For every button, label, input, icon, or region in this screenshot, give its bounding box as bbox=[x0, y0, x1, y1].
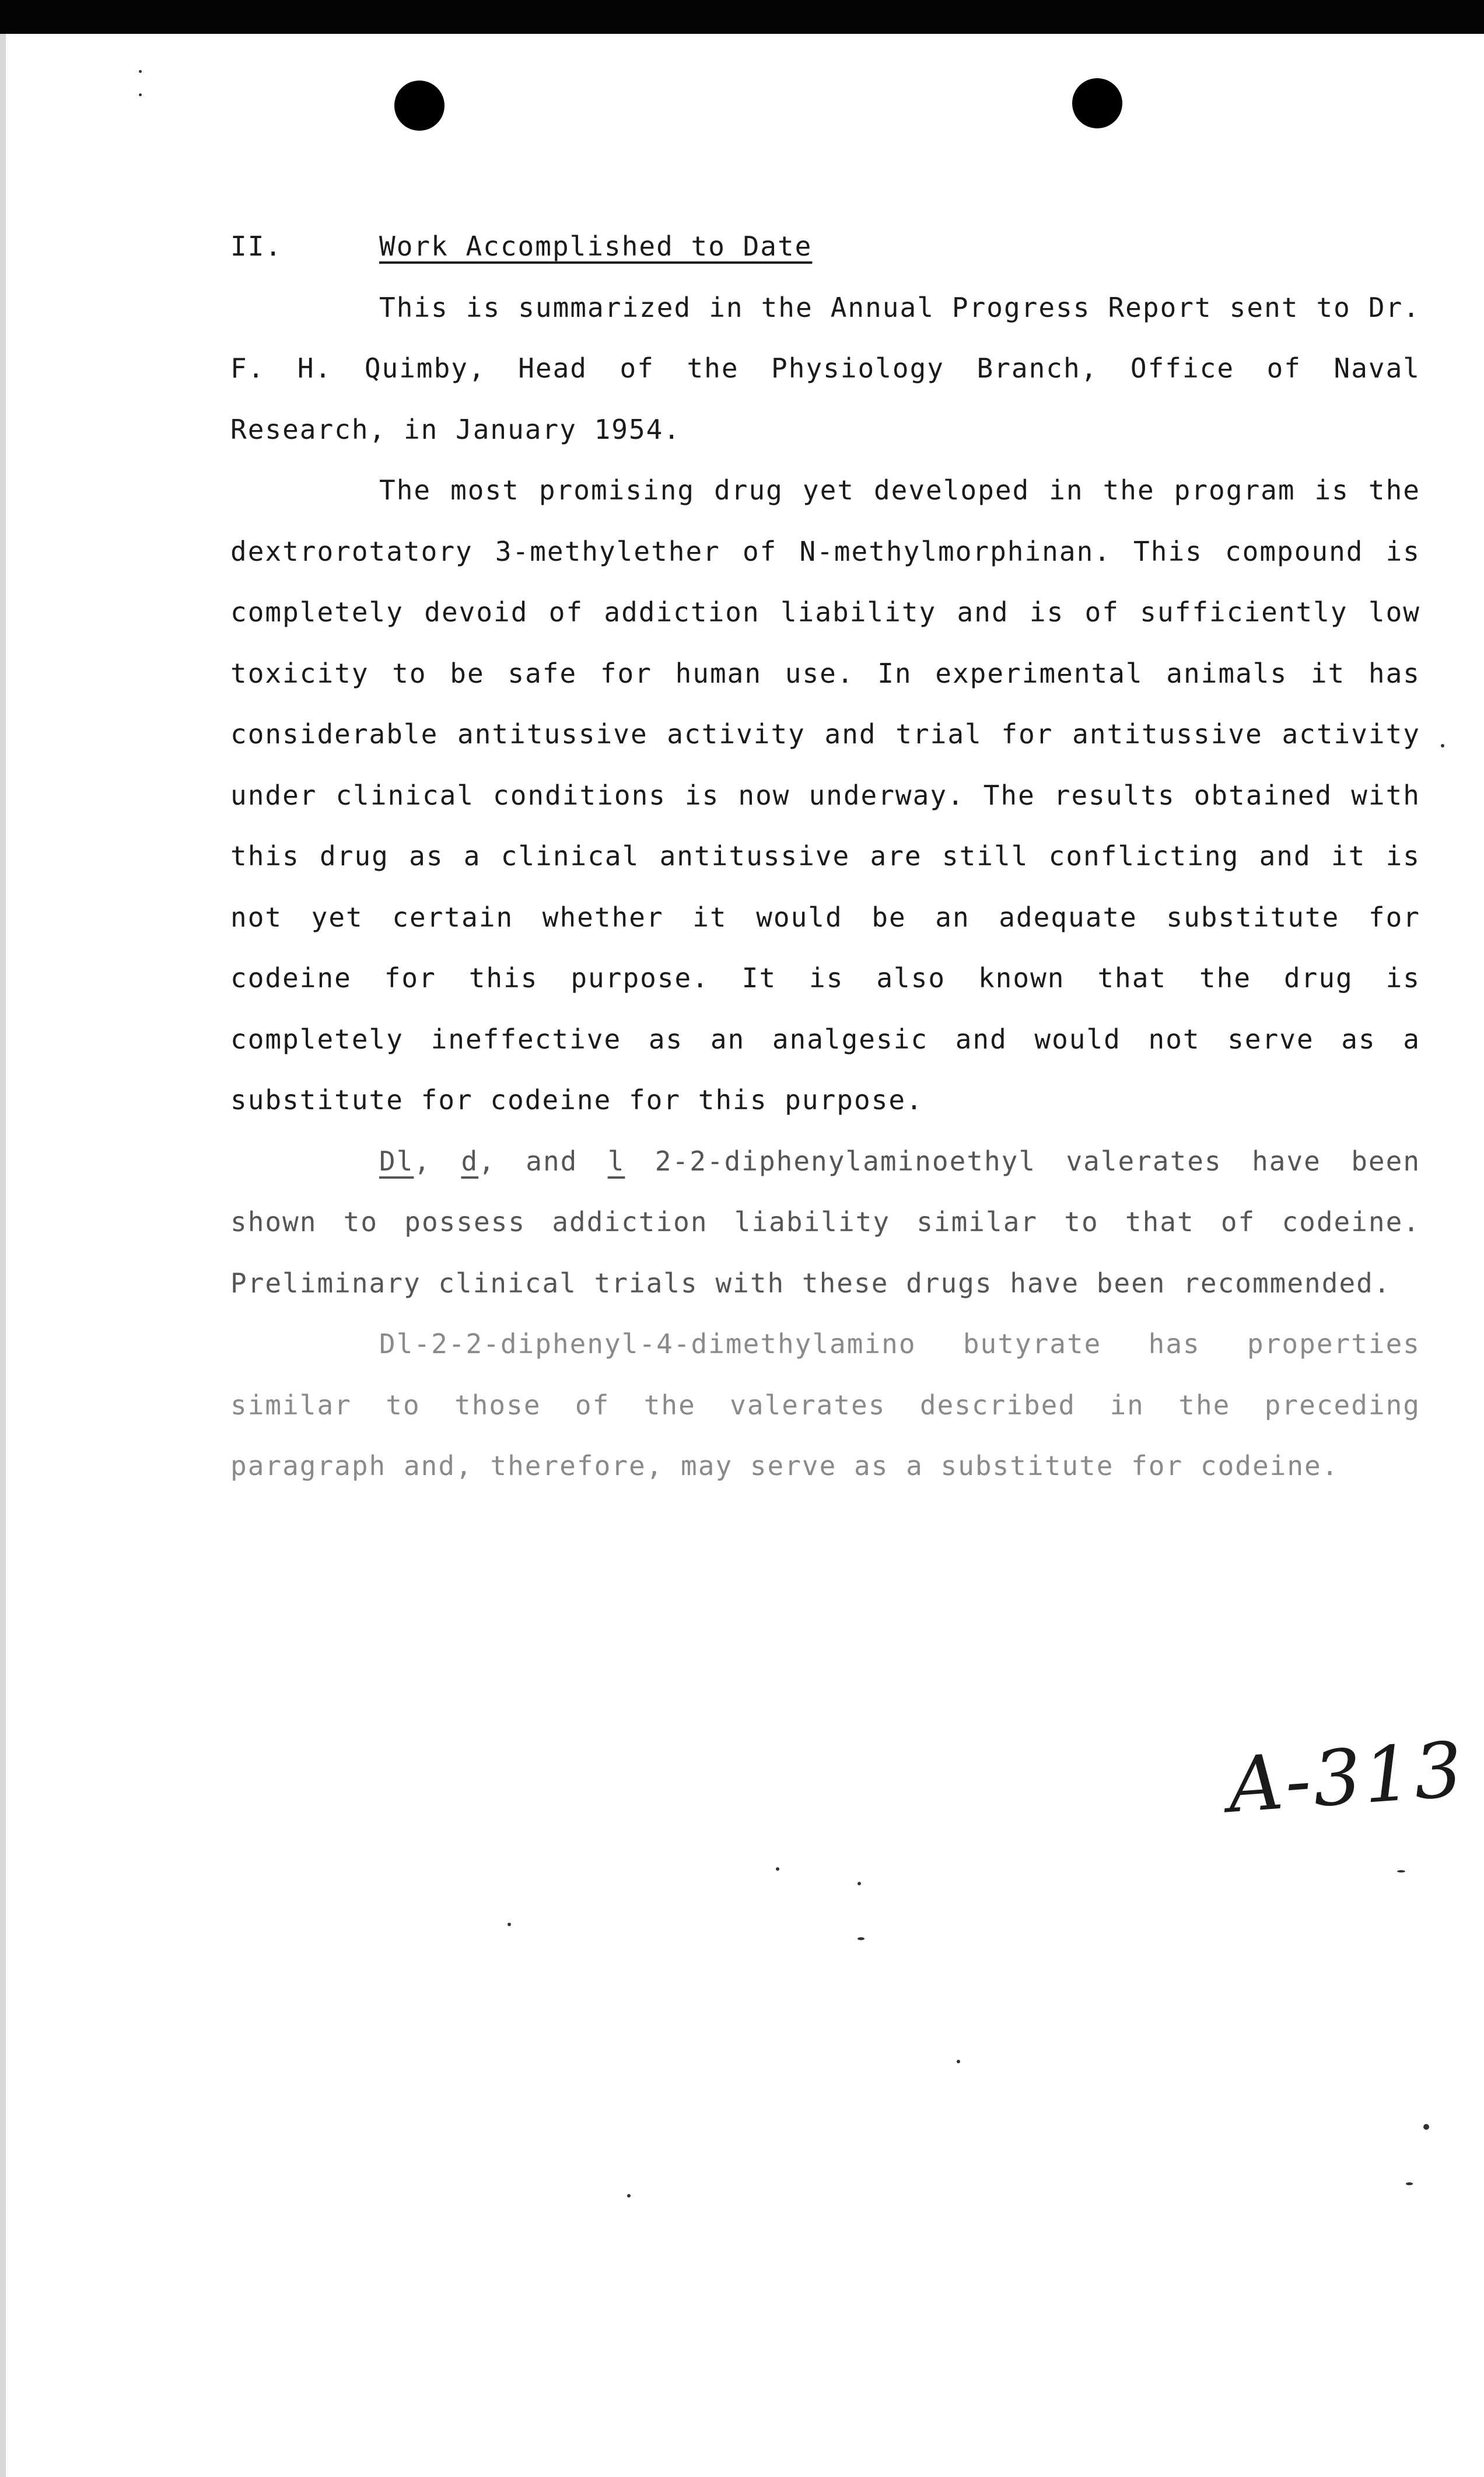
scan-speck bbox=[858, 1882, 861, 1885]
handwritten-document-number: A-313 bbox=[1225, 1725, 1468, 1830]
scan-speck bbox=[957, 2060, 960, 2063]
section-title: Work Accomplished to Date bbox=[379, 230, 813, 262]
scan-speck bbox=[139, 70, 142, 73]
valerate-prefix-dl: Dl bbox=[379, 1145, 414, 1177]
scan-speck bbox=[776, 1867, 779, 1871]
valerate-description: 2-2-diphenylaminoethyl valerates have been shown to possess addiction liability similar to that of codeine. Preliminary clinical trials with these drugs have been recommended. bbox=[230, 1145, 1421, 1299]
paragraph-valerates: Dl, d, and l 2-2-diphenylaminoethyl valerates have been shown to possess addiction liability similar to that of codeine. Preliminary clinical trials with these drugs have been recommended. bbox=[230, 1145, 1421, 1299]
paragraph-dextrorotatory-compound: The most promising drug yet developed in the program is the dextrorotatory 3-methylether of N-methylmorphinan. This compound is completely devoid of addiction liability and is of sufficiently low toxicity to be safe for human use. In experimental animals it has considerable antitussive activity and trial for antitussive activity under clinical conditions is now underway. The results obtained with this drug as a clinical antitussive are still conflicting and it is not yet certain whether it would be an adequate substitute for codeine for this purpose. It is also known that the drug is completely ineffective as an analgesic and would not serve as a substitute for codeine for this purpose. bbox=[230, 474, 1420, 1116]
valerate-prefix-d: d bbox=[461, 1145, 479, 1177]
scan-speck bbox=[1423, 2124, 1429, 2130]
paragraph-progress-report: This is summarized in the Annual Progress Report sent to Dr. F. H. Quimby, Head of the Physiology Branch, Office of Naval Research, in January 1954. bbox=[230, 291, 1420, 445]
scan-speck bbox=[858, 1937, 864, 1940]
scan-speck bbox=[508, 1923, 511, 1926]
scan-speck bbox=[1406, 2182, 1413, 2185]
punch-hole-right bbox=[1072, 78, 1122, 128]
scan-speck bbox=[627, 2194, 631, 2197]
valerate-prefix-l: l bbox=[607, 1145, 625, 1177]
scan-left-edge bbox=[0, 34, 6, 2477]
scan-speck bbox=[1397, 1870, 1405, 1872]
punch-hole-left bbox=[394, 81, 444, 131]
scan-speck bbox=[1441, 744, 1444, 747]
paragraph-butyrate: Dl-2-2-diphenyl-4-dimethylamino butyrate has properties similar to those of the valerates described in the preceding paragraph and, therefore, may serve as a substitute for codeine. bbox=[230, 1328, 1420, 1482]
section-heading bbox=[230, 216, 1420, 277]
scan-top-border bbox=[0, 0, 1484, 34]
document-body bbox=[230, 216, 1420, 1497]
scan-speck bbox=[139, 93, 142, 96]
section-number: II. bbox=[230, 230, 283, 262]
